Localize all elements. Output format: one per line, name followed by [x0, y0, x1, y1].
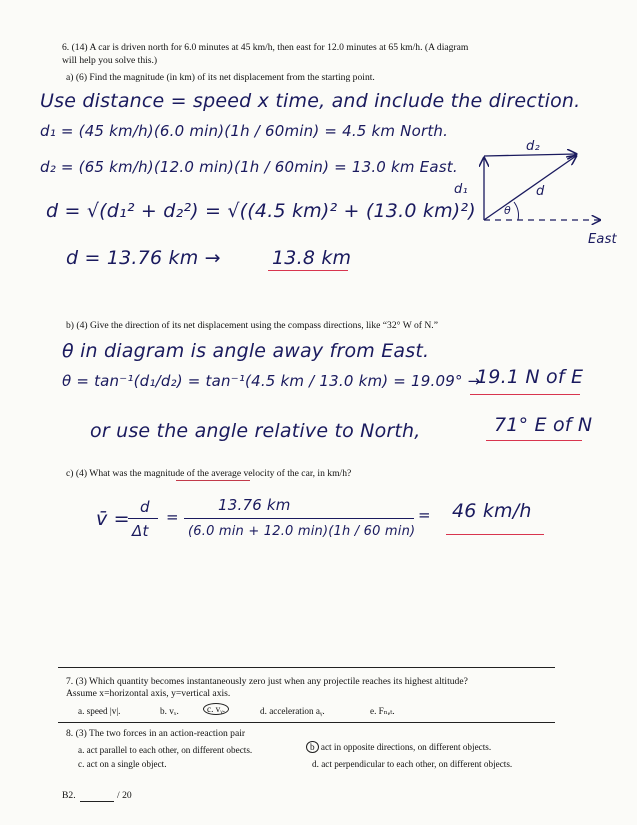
- q6c-lhs: v̄ =: [96, 508, 130, 530]
- footer-score-blank: [80, 801, 114, 802]
- q8-option-d: d. act perpendicular to each other, on different objects.: [312, 759, 513, 769]
- q7-option-a: a. speed |v|.: [78, 706, 121, 716]
- diagram-theta-label: θ: [504, 204, 511, 217]
- q6a-work-line1: Use distance = speed x time, and include the direction.: [40, 90, 581, 112]
- q7-option-c: c. vᵧ.: [203, 703, 229, 715]
- q6a-work-line5: d = 13.76 km →: [66, 247, 221, 269]
- diagram-d2-label: d₂: [526, 139, 540, 154]
- q6-stem-line2: will help you solve this.): [62, 55, 158, 66]
- q7-stem-line1: 7. (3) Which quantity becomes instantaneously zero just when any projectile reaches its highest altitude?: [66, 676, 468, 687]
- q6c-frac2-num: 13.76 km: [218, 496, 291, 514]
- q6b-answer1-underline: [470, 394, 580, 395]
- q6a-answer: 13.8 km: [272, 247, 352, 269]
- q6c-frac2-bar: [184, 518, 414, 519]
- footer-label: B2.: [62, 790, 76, 801]
- d2-vector: [484, 154, 576, 156]
- q8-option-b: act in opposite directions, on different objects.: [320, 742, 492, 752]
- q8-option-b-wrap: [306, 741, 491, 753]
- q6a-work-line4: d = √(d₁² + d₂²) = √((4.5 km)² + (13.0 km)²): [46, 200, 476, 222]
- q6c-answer: 46 km/h: [452, 500, 532, 522]
- q6c-prompt: c) (4) What was the magnitude of the average velocity of the car, in km/h?: [66, 468, 352, 479]
- q6-stem-line1: 6. (14) A car is driven north for 6.0 minutes at 45 km/h, then east for 12.0 minutes at 65 km/h. (A diagram: [62, 42, 469, 53]
- q8-stem: 8. (3) The two forces in an action-reaction pair: [66, 728, 246, 739]
- q6b-work-line2: θ = tan⁻¹(d₁/d₂) = tan⁻¹(4.5 km / 13.0 km) = 19.09° →: [62, 372, 481, 390]
- q8-option-a: a. act parallel to each other, on different obects.: [78, 745, 253, 755]
- q6a-work-line3: d₂ = (65 km/h)(12.0 min)(1h / 60min) = 13.0 km East.: [40, 158, 458, 176]
- q6b-work-line1: θ in diagram is angle away from East.: [62, 340, 430, 362]
- q8-option-c: c. act on a single object.: [78, 759, 167, 769]
- diagram-east-label: East: [588, 232, 617, 247]
- q6a-answer-underline: [268, 270, 348, 271]
- q8-option-b-letter: b: [306, 741, 319, 753]
- q7-option-e: e. Fₙₑₜ.: [370, 706, 395, 716]
- diagram-d-label: d: [536, 184, 545, 199]
- resultant-vector: [484, 156, 576, 220]
- q7-option-c-wrap: [203, 703, 229, 715]
- q6c-answer-underline: [446, 534, 544, 535]
- q7-divider: [58, 722, 555, 723]
- q6a-prompt: a) (6) Find the magnitude (in km) of its net displacement from the starting point.: [66, 72, 375, 83]
- q7-option-d: d. acceleration aᵧ.: [260, 706, 325, 716]
- q6b-answer2: 71° E of N: [494, 414, 593, 436]
- q6c-frac2-den: (6.0 min + 12.0 min)(1h / 60 min): [188, 524, 416, 539]
- section-divider: [58, 667, 555, 668]
- q6c-eq2: =: [418, 506, 431, 524]
- footer-score: / 20: [117, 790, 132, 801]
- q6c-frac1-bar: [128, 518, 158, 519]
- q6c-frac1-num: d: [140, 498, 150, 516]
- q6b-work-line3: or use the angle relative to North,: [90, 420, 421, 442]
- q6c-frac1-den: Δt: [132, 522, 149, 540]
- q6c-eq: =: [166, 508, 179, 526]
- q6a-work-line2: d₁ = (45 km/h)(6.0 min)(1h / 60min) = 4.5 km North.: [40, 122, 449, 140]
- velocity-word-underline: [176, 480, 250, 481]
- q7-stem-line2: Assume x=horizontal axis, y=vertical axis.: [66, 688, 231, 699]
- diagram-d1-label: d₁: [454, 182, 468, 197]
- q6b-prompt: b) (4) Give the direction of its net displacement using the compass directions, like “32° W of N.”: [66, 320, 438, 331]
- q7-option-b: b. vₓ.: [160, 706, 179, 716]
- theta-arc: [514, 202, 519, 220]
- q6b-answer2-underline: [486, 440, 582, 441]
- q6b-answer1: 19.1 N of E: [476, 366, 584, 388]
